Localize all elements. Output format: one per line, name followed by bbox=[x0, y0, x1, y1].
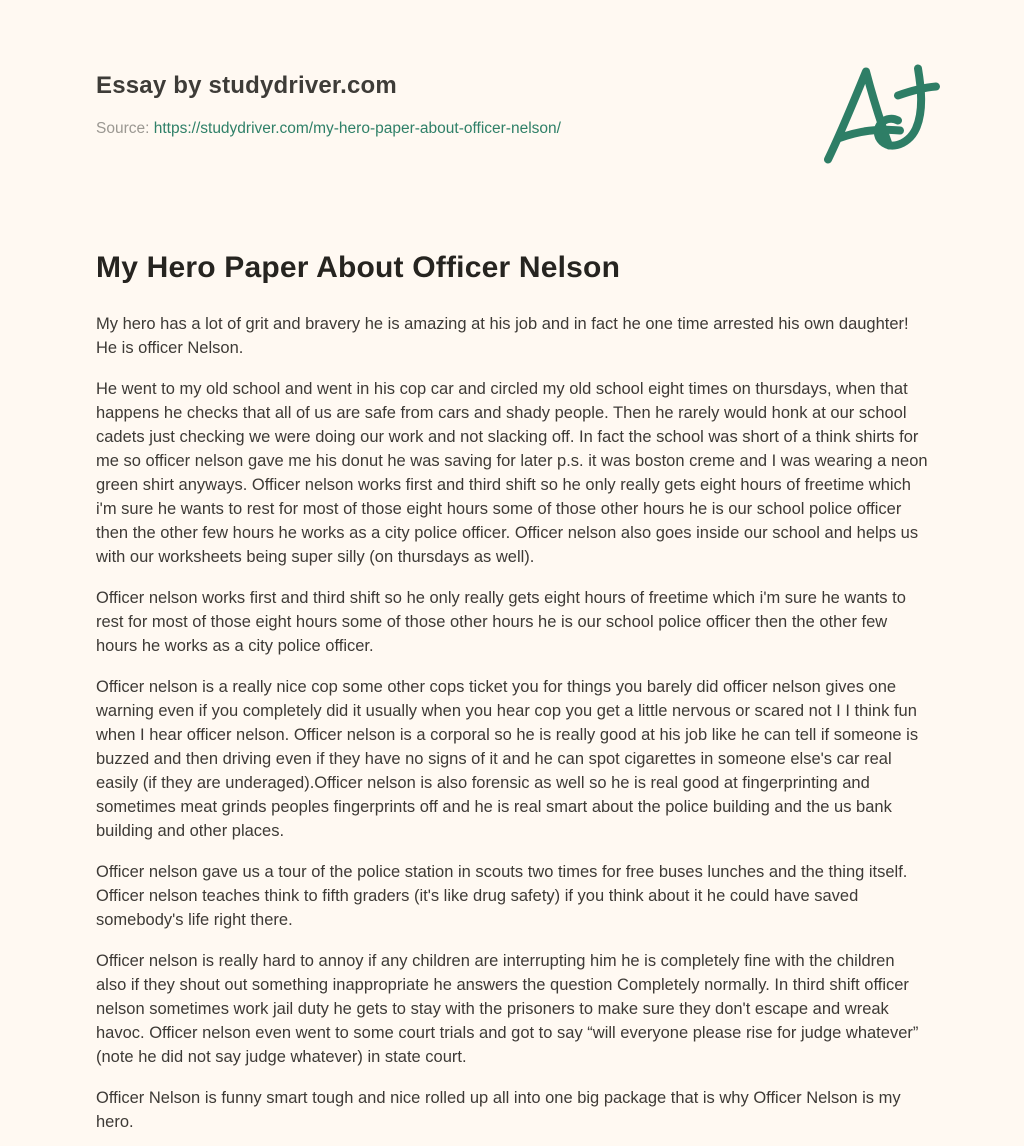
site-heading: Essay by studydriver.com bbox=[96, 72, 397, 99]
essay-title: My Hero Paper About Officer Nelson bbox=[96, 251, 621, 284]
essay-content bbox=[96, 251, 928, 1134]
essay-paragraph-2: He went to my old school and went in his cop car and circled my old school eight times on thursdays, when that happens he checks that all of us are safe from cars and shady people. Then he rarely would honk at our school cadets just checking we were doing our work and not slacking off. In fact the school was short of a think shirts for me so officer nelson gave me his donut he was saving for later p.s. it was boston creme and I was wearing a neon green shirt anyways. Officer nelson works first and third shift so he only really gets eight hours of freetime which i'm sure he wants to rest for most of those eight hours some of those other hours he is our school police officer then the other few hours he works as a city police officer. Officer nelson also goes inside our school and helps us with our worksheets being super silly (on thursdays as well). bbox=[96, 380, 928, 566]
a-plus-logo-icon bbox=[822, 62, 942, 168]
essay-paragraph-5: Officer nelson gave us a tour of the police station in scouts two times for free buses lunches and the thing itself. Officer nelson teaches think to fifth graders (it's like drug safety) if you think about it he could have saved somebody's life right there. bbox=[96, 863, 908, 929]
source-url-text: https://studydriver.com/my-hero-paper-about-officer-nelson/ bbox=[153, 120, 561, 137]
source-link[interactable] bbox=[154, 120, 561, 137]
essay-paragraph-4: Officer nelson is a really nice cop some other cops ticket you for things you barely did officer nelson gives one warning even if you completely did it usually when you hear cop you get a little nervous or scared not I I think fun when I hear officer nelson. Officer nelson is a corporal so he is really good at his job like he can tell if someone is buzzed and then driving even if they have no signs of it and he can spot cigarettes in someone else's car real easily (if they are underaged).Officer nelson is also forensic as well so he is real good at fingerprinting and sometimes meat grinds peoples fingerprints off and he is real smart about the police building and the us bank building and other places. bbox=[96, 678, 919, 840]
source-line bbox=[96, 120, 928, 138]
source-label: Source: bbox=[96, 120, 150, 137]
essay-paragraph-6: Officer nelson is really hard to annoy if any children are interrupting him he is completely fine with the children also if they shout out something inappropriate he answers the question Completely normally. In third shift officer nelson sometimes work jail duty he gets to stay with the prisoners to make sure they don't escape and wreak havoc. Officer nelson even went to some court trials and got to say “will everyone please rise for judge whatever” (note he did not say judge whatever) in state court. bbox=[96, 952, 919, 1066]
essay-paragraph-1: My hero has a lot of grit and bravery he is amazing at his job and in fact he one time arrested his own daughter! He is officer Nelson. bbox=[96, 315, 909, 357]
essay-paragraph-7: Officer Nelson is funny smart tough and nice rolled up all into one big package that is why Officer Nelson is my hero. bbox=[96, 1089, 901, 1131]
essay-paragraph-3: Officer nelson works first and third shift so he only really gets eight hours of freetime which i'm sure he wants to rest for most of those eight hours some of those other hours he is our school police officer then the other few hours he works as a city police officer. bbox=[96, 589, 906, 655]
header bbox=[96, 0, 928, 138]
